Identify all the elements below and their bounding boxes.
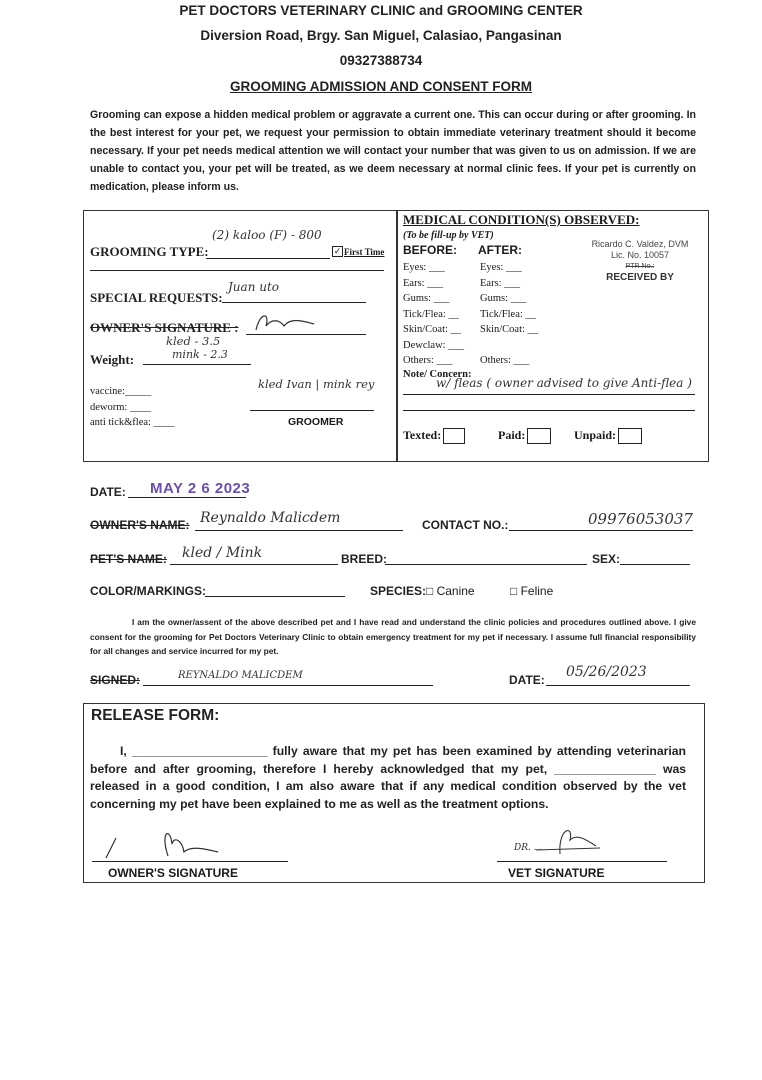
- weight-label: Weight:: [90, 352, 135, 367]
- vet-stamp: [580, 239, 700, 283]
- medical-title: MEDICAL CONDITION(S) OBSERVED:: [403, 212, 640, 227]
- note-label: Note/ Concern:: [403, 369, 472, 380]
- signed-value[interactable]: REYNALDO MALICDEM: [178, 670, 303, 681]
- contact-value[interactable]: 09976053037: [588, 510, 693, 528]
- grooming-type-label: GROOMING TYPE:: [90, 244, 209, 259]
- special-requests-value[interactable]: Juan uto: [228, 280, 280, 294]
- weight-value-kled[interactable]: kled - 3.5: [166, 334, 221, 348]
- owner-signature-label: OWNER'S SIGNATURE :: [90, 320, 239, 335]
- owner-name-label: OWNER'S NAME:: [90, 518, 190, 532]
- species-label: SPECIES:: [370, 584, 427, 598]
- before-list: [403, 260, 464, 369]
- after-item[interactable]: Gums: ___: [480, 293, 527, 304]
- before-label: BEFORE:: [403, 243, 457, 257]
- pet-name-value[interactable]: kled / Mink: [182, 545, 263, 561]
- vet-signature-scribble: [530, 820, 610, 860]
- before-item[interactable]: Skin/Coat: __: [403, 324, 462, 335]
- note-value[interactable]: w/ fleas ( owner advised to give Anti-flea ): [436, 376, 692, 390]
- after-item: [480, 338, 538, 354]
- signed-date-label: DATE:: [509, 673, 545, 687]
- canine-option[interactable]: □ Canine: [426, 584, 475, 598]
- texted-label: Texted:: [403, 428, 442, 442]
- before-item[interactable]: Dewclaw: ___: [403, 339, 464, 351]
- breed-label: BREED:: [341, 552, 388, 566]
- release-title: RELEASE FORM:: [91, 707, 220, 724]
- after-item[interactable]: Tick/Flea: __: [480, 308, 536, 320]
- grooming-type-value[interactable]: (2) kaloo (F) - 800: [212, 228, 322, 242]
- after-item[interactable]: Ears: ___: [480, 277, 520, 289]
- groomer-label: GROOMER: [288, 416, 344, 428]
- first-time-checkbox[interactable]: ✓: [333, 246, 342, 256]
- texted-checkbox[interactable]: [443, 428, 465, 444]
- release-paragraph: I, ____________________ fully aware that my pet has been examined by attending veterinarian before and after grooming, therefore I hereby acknowledged that my pet, _______________ was released in a good condition, I am also aware that if any medical condition observed by the vet concerning my pet have been explained to me as well as the treatment options.: [90, 744, 686, 811]
- paid-checkbox[interactable]: [527, 428, 551, 444]
- before-item[interactable]: Tick/Flea: __: [403, 308, 459, 320]
- feline-option[interactable]: □ Feline: [510, 584, 554, 598]
- owner-signature-label-release: OWNER'S SIGNATURE: [108, 866, 238, 880]
- vaccine-field[interactable]: vaccine:_____: [90, 386, 152, 397]
- release-owner-signature-scribble: [98, 822, 228, 866]
- vet-signature-value[interactable]: DR. ...: [514, 843, 543, 853]
- signed-label: SIGNED:: [90, 673, 141, 687]
- after-list: [480, 260, 538, 369]
- signed-date-value[interactable]: 05/26/2023: [566, 664, 647, 680]
- deworm-field[interactable]: deworm: ____: [90, 402, 151, 413]
- after-item[interactable]: Eyes: ___: [480, 262, 522, 273]
- vet-stamp-name: Ricardo C. Valdez, DVM: [591, 239, 689, 249]
- before-item[interactable]: Gums: ___: [403, 293, 450, 304]
- vet-signature-label: VET SIGNATURE: [508, 866, 605, 880]
- groomer-value[interactable]: kled Ivan | mink rey: [258, 377, 375, 391]
- color-label: COLOR/MARKINGS:: [90, 584, 206, 598]
- clinic-phone: 09327388734: [339, 53, 423, 68]
- paid-field: [498, 428, 551, 444]
- clinic-name: PET DOCTORS VETERINARY CLINIC and GROOMING CENTER: [179, 3, 583, 18]
- before-item[interactable]: Eyes: ___: [403, 262, 445, 273]
- intro-paragraph: Grooming can expose a hidden medical problem or aggravate a current one. This can occur during or after grooming. In the best interest for your pet, we request your permission to obtain immediate veterinary treatment should it become necessary. If your pet needs medical attention we will contact your number that was given to us on admission. If we are unable to contact you, your pet will be treated, as we deem necessary at normal clinic fees. If your pet is currently on medication, please inform us.: [90, 109, 696, 193]
- vet-stamp-lic: Lic. No. 10057: [610, 250, 670, 260]
- before-item[interactable]: Ears: ___: [403, 277, 443, 289]
- owner-name-value[interactable]: Reynaldo Malicdem: [200, 510, 341, 526]
- vet-stamp-ptr: PTR No.:: [625, 263, 655, 270]
- unpaid-label: Unpaid:: [574, 428, 617, 442]
- weight-value-mink[interactable]: mink - 2.3: [172, 348, 228, 361]
- before-item[interactable]: Others: ___: [403, 355, 453, 366]
- received-by-label: RECEIVED BY: [606, 272, 674, 283]
- special-requests-label: SPECIAL REQUESTS:: [90, 290, 223, 305]
- contact-label: CONTACT NO.:: [422, 518, 509, 532]
- date-stamp[interactable]: MAY 2 6 2023: [150, 480, 251, 497]
- paid-label: Paid:: [498, 428, 526, 442]
- after-label: AFTER:: [478, 243, 522, 257]
- medical-subtitle: (To be fill-up by VET): [403, 230, 494, 241]
- pet-name-label: PET'S NAME:: [90, 552, 167, 566]
- date-label: DATE:: [90, 485, 126, 499]
- texted-field: [403, 428, 465, 444]
- sex-label: SEX:: [592, 552, 621, 566]
- form-title: GROOMING ADMISSION AND CONSENT FORM: [230, 79, 532, 94]
- first-time-label: First Time: [344, 247, 385, 257]
- after-item[interactable]: Skin/Coat: __: [480, 324, 539, 335]
- anti-tick-field[interactable]: anti tick&flea: ____: [90, 417, 175, 428]
- clinic-address: Diversion Road, Brgy. San Miguel, Calasiao, Pangasinan: [200, 28, 562, 43]
- owner-signature-scribble: [250, 308, 320, 336]
- unpaid-field: [574, 428, 642, 444]
- unpaid-checkbox[interactable]: [618, 428, 642, 444]
- after-item[interactable]: Others: ___: [480, 355, 530, 366]
- consent-paragraph: I am the owner/assent of the above described pet and I have read and understand the clinic policies and procedures outlined above. I give consent for the grooming for Pet Doctors Veterinary Clinic to obtain emergency treatment for my pet if necessary. I assume full financial responsibility for all changes and service incurred for my pet.: [90, 617, 696, 656]
